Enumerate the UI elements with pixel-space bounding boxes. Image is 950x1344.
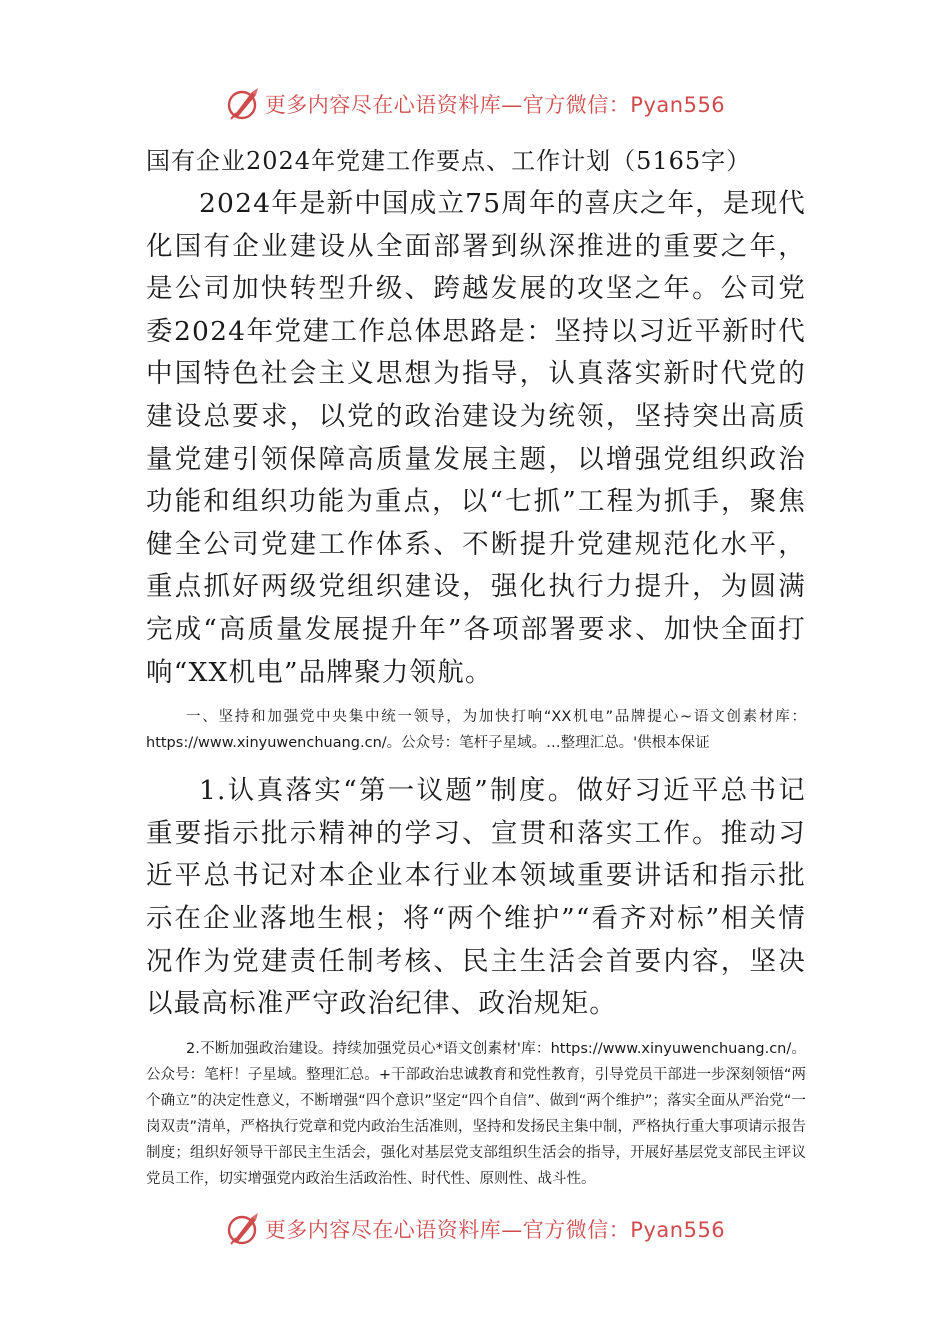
banner-text: 更多内容尽在心语资料库—官方微信：Pyan556 <box>264 93 726 117</box>
document-title: 国有企业2024年党建工作要点、工作计划（5165字） <box>146 147 752 175</box>
section-heading-1: 一、坚持和加强党中央集中统一领导，为加快打响“XX机电”品牌提心~语文创素材库：https://www.xinyuwenchuang.cn/。公众号：笔杆子星域。…整理汇总。'供根本保证 <box>146 709 806 752</box>
item-paragraph-2: 2.不断加强政治建设。持续加强党员心*语文创素材'库：https://www.xinyuwenchuang.cn/。公众号：笔杆！子星域。整理汇总。+干部政治忠诚教育和党性教育，引导党员干部进一步深刻领悟“两个确立”的决定性意义，不断增强“四个意识”坚定“四个自信”、做到“两个维护”；落实全面从严治党“一岗双责”清单，严格执行党章和党内政治生活准则，坚持和发扬民主集中制，严格执行重大事项请示报告制度；组织好领导干部民主生活会，强化对基层党支部组织生活会的指导，开展好基层党支部民主评议党员工作，切实增强党内政治生活政治性、时代性、原则性、战斗性。 <box>146 1040 807 1187</box>
quill-pen-logo-icon <box>225 1211 261 1247</box>
footer-banner <box>0 1209 950 1249</box>
item-paragraph-1: 1.认真落实“第一议题”制度。做好习近平总书记重要指示批示精神的学习、宣贯和落实工作。推动习近平总书记对本企业本行业本领域重要讲话和指示批示在企业落地生根；将“两个维护”“看齐对标”相关情况作为党建责任制考核、民主生活会首要内容，坚决以最高标准严守政治纪律、政治规矩。 <box>146 775 806 1020</box>
document-body <box>146 141 806 1192</box>
quill-pen-logo-icon <box>225 86 261 122</box>
intro-paragraph: 2024年是新中国成立75周年的喜庆之年，是现代化国有企业建设从全面部署到纵深推进的重要之年，是公司加快转型升级、跨越发展的攻坚之年。公司党委2024年党建工作总体思路是：坚持以习近平新时代中国特色社会主义思想为指导，认真落实新时代党的建设总要求，以党的政治建设为统领，坚持突出高质量党建引领保障高质量发展主题，以增强党组织政治功能和组织功能为重点，以“七抓”工程为抓手，聚焦健全公司党建工作体系、不断提升党建规范化水平，重点抓好两级党组织建设，强化执行力提升，为圆满完成“高质量发展提升年”各项部署要求、加快全面打响“XX机电”品牌聚力领航。 <box>146 188 806 688</box>
banner-text: 更多内容尽在心语资料库—官方微信：Pyan556 <box>264 1218 726 1242</box>
header-banner <box>0 84 950 124</box>
